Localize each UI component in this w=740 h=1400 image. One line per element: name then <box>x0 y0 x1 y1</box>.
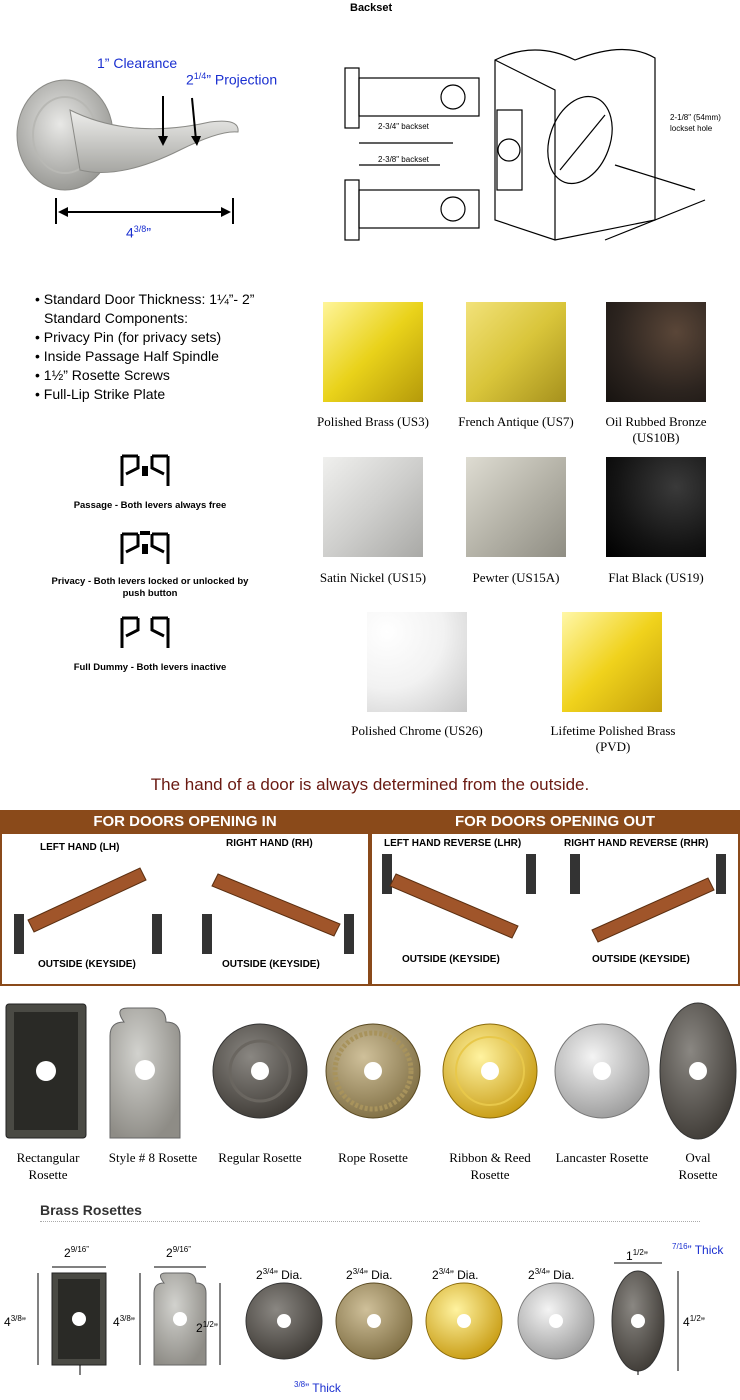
oval-thickness-label: $^{7/16}$” Thick <box>672 1242 724 1257</box>
rosette-rope-label: Rope Rosette <box>338 1150 408 1165</box>
oval-height-label: $4^{1/2}$” <box>683 1314 705 1329</box>
finish-swatch-polished-brass <box>323 302 423 402</box>
finish-label-satin-nickel: Satin Nickel (US15) <box>319 570 427 585</box>
function-dummy-label: Full Dummy - Both levers inactive <box>73 662 227 673</box>
ribbon-diameter-label: $2^{3/4}$” Dia. <box>432 1267 479 1282</box>
projection-whole: 2 <box>186 71 194 88</box>
spec-components-heading: Standard Components: <box>44 310 188 326</box>
finish-label-polished-chrome: Polished Chrome (US26) <box>351 723 483 738</box>
spec-list <box>35 290 305 404</box>
doors-in-header: FOR DOORS OPENING IN <box>0 810 370 834</box>
oval-width-label: $1^{1/2}$” <box>626 1248 648 1263</box>
function-passage-label: Passage - Both levers always free <box>73 500 227 511</box>
rope-diameter-label: $2^{3/4}$” Dia. <box>346 1267 393 1282</box>
left-hand-label: LEFT HAND (LH) <box>40 842 120 853</box>
projection-frac: 1/4 <box>193 71 207 81</box>
lockset-hole-label <box>670 112 721 134</box>
spec-door-thickness: • Standard Door Thickness: 1¼”- 2” <box>35 291 255 307</box>
lancaster-diameter-label: $2^{3/4}$” Dia. <box>528 1267 575 1282</box>
rosette-oval-label: Oval Rosette <box>678 1150 718 1182</box>
lockset-hole-line2: lockset hole <box>670 124 713 133</box>
rect-width-label: $2^{9/16”}$ <box>64 1245 89 1260</box>
rosette-images <box>0 1000 740 1145</box>
finish-swatch-polished-chrome <box>367 612 467 712</box>
spec-rosette-screws: • 1½” Rosette Screws <box>35 367 170 383</box>
left-hand-reverse-label: LEFT HAND REVERSE (LHR) <box>384 838 522 849</box>
handing-note: The hand of a door is always determined from the outside. <box>150 775 590 794</box>
outside-keyside-label: OUTSIDE (KEYSIDE) <box>402 954 500 965</box>
lever-dimension-arrows <box>0 0 260 230</box>
function-privacy-label: Privacy - Both levers locked or unlocked by push button <box>51 576 249 599</box>
spec-strike-plate: • Full-Lip Strike Plate <box>35 386 166 402</box>
finish-swatch-french-antique <box>466 302 566 402</box>
rosette-rectangular-label: Rectangular Rosette <box>16 1150 80 1182</box>
finish-swatch-lifetime-brass <box>562 612 662 712</box>
backset-diagram <box>335 20 740 270</box>
backset-title: Backset <box>350 2 393 14</box>
passage-lever-icon <box>118 452 172 488</box>
lockset-hole-line1: 2-1/8" (54mm) <box>670 113 721 122</box>
spec-half-spindle: • Inside Passage Half Spindle <box>35 348 219 364</box>
finish-swatch-oil-rubbed-bronze <box>606 302 706 402</box>
width-frac: 3/8 <box>133 224 147 234</box>
width-whole: 4 <box>126 224 134 241</box>
spec-privacy-pin: • Privacy Pin (for privacy sets) <box>35 329 222 345</box>
finish-swatch-satin-nickel <box>323 457 423 557</box>
style8-inner-height-label: $2^{1/2}$” <box>196 1320 218 1335</box>
rosette-regular-label: Regular Rosette <box>218 1150 302 1165</box>
right-hand-label: RIGHT HAND (RH) <box>226 838 313 849</box>
finish-swatch-pewter <box>466 457 566 557</box>
rosette-thickness-label: $^{3/8}$” Thick <box>294 1380 341 1395</box>
backset-234-label: 2-3/4" backset <box>378 122 429 131</box>
finish-label-flat-black: Flat Black (US19) <box>608 570 704 585</box>
clearance-label: 1” Clearance <box>97 55 178 71</box>
finish-label-polished-brass: Polished Brass (US3) <box>317 414 429 429</box>
rosette-lancaster-label: Lancaster Rosette <box>555 1150 649 1165</box>
outside-keyside-label: OUTSIDE (KEYSIDE) <box>222 959 320 970</box>
rect-height-label: $4^{3/8}$” <box>4 1314 26 1329</box>
style8-height-label: $4^{3/8}$” <box>113 1314 135 1329</box>
finish-label-lifetime-brass: Lifetime Polished Brass (PVD) <box>550 723 676 754</box>
brass-rosettes-title: Brass Rosettes <box>40 1202 142 1218</box>
backset-238-label: 2-3/8" backset <box>378 155 429 164</box>
regular-diameter-label: $2^{3/4}$” Dia. <box>256 1267 303 1282</box>
rosette-style8-label: Style # 8 Rosette <box>108 1150 198 1165</box>
privacy-lever-icon <box>118 530 172 566</box>
projection-tail: ” Projection <box>206 71 278 88</box>
right-hand-reverse-label: RIGHT HAND REVERSE (RHR) <box>564 838 709 849</box>
width-tail: ” <box>146 224 151 241</box>
rosette-ribbon-reed-label: Ribbon & Reed Rosette <box>449 1150 531 1182</box>
outside-keyside-label: OUTSIDE (KEYSIDE) <box>592 954 690 965</box>
outside-keyside-label: OUTSIDE (KEYSIDE) <box>38 959 136 970</box>
dummy-lever-icon <box>118 614 172 650</box>
brass-title-rule <box>40 1221 700 1222</box>
style8-width-label: $2^{9/16”}$ <box>166 1245 191 1260</box>
finish-swatch-flat-black <box>606 457 706 557</box>
doors-out-header: FOR DOORS OPENING OUT <box>370 810 740 834</box>
finish-label-french-antique: French Antique (US7) <box>458 414 574 429</box>
finish-label-oil-rubbed-bronze: Oil Rubbed Bronze (US10B) <box>605 414 707 445</box>
lever-width-label <box>126 224 151 241</box>
finish-label-pewter: Pewter (US15A) <box>472 570 560 585</box>
